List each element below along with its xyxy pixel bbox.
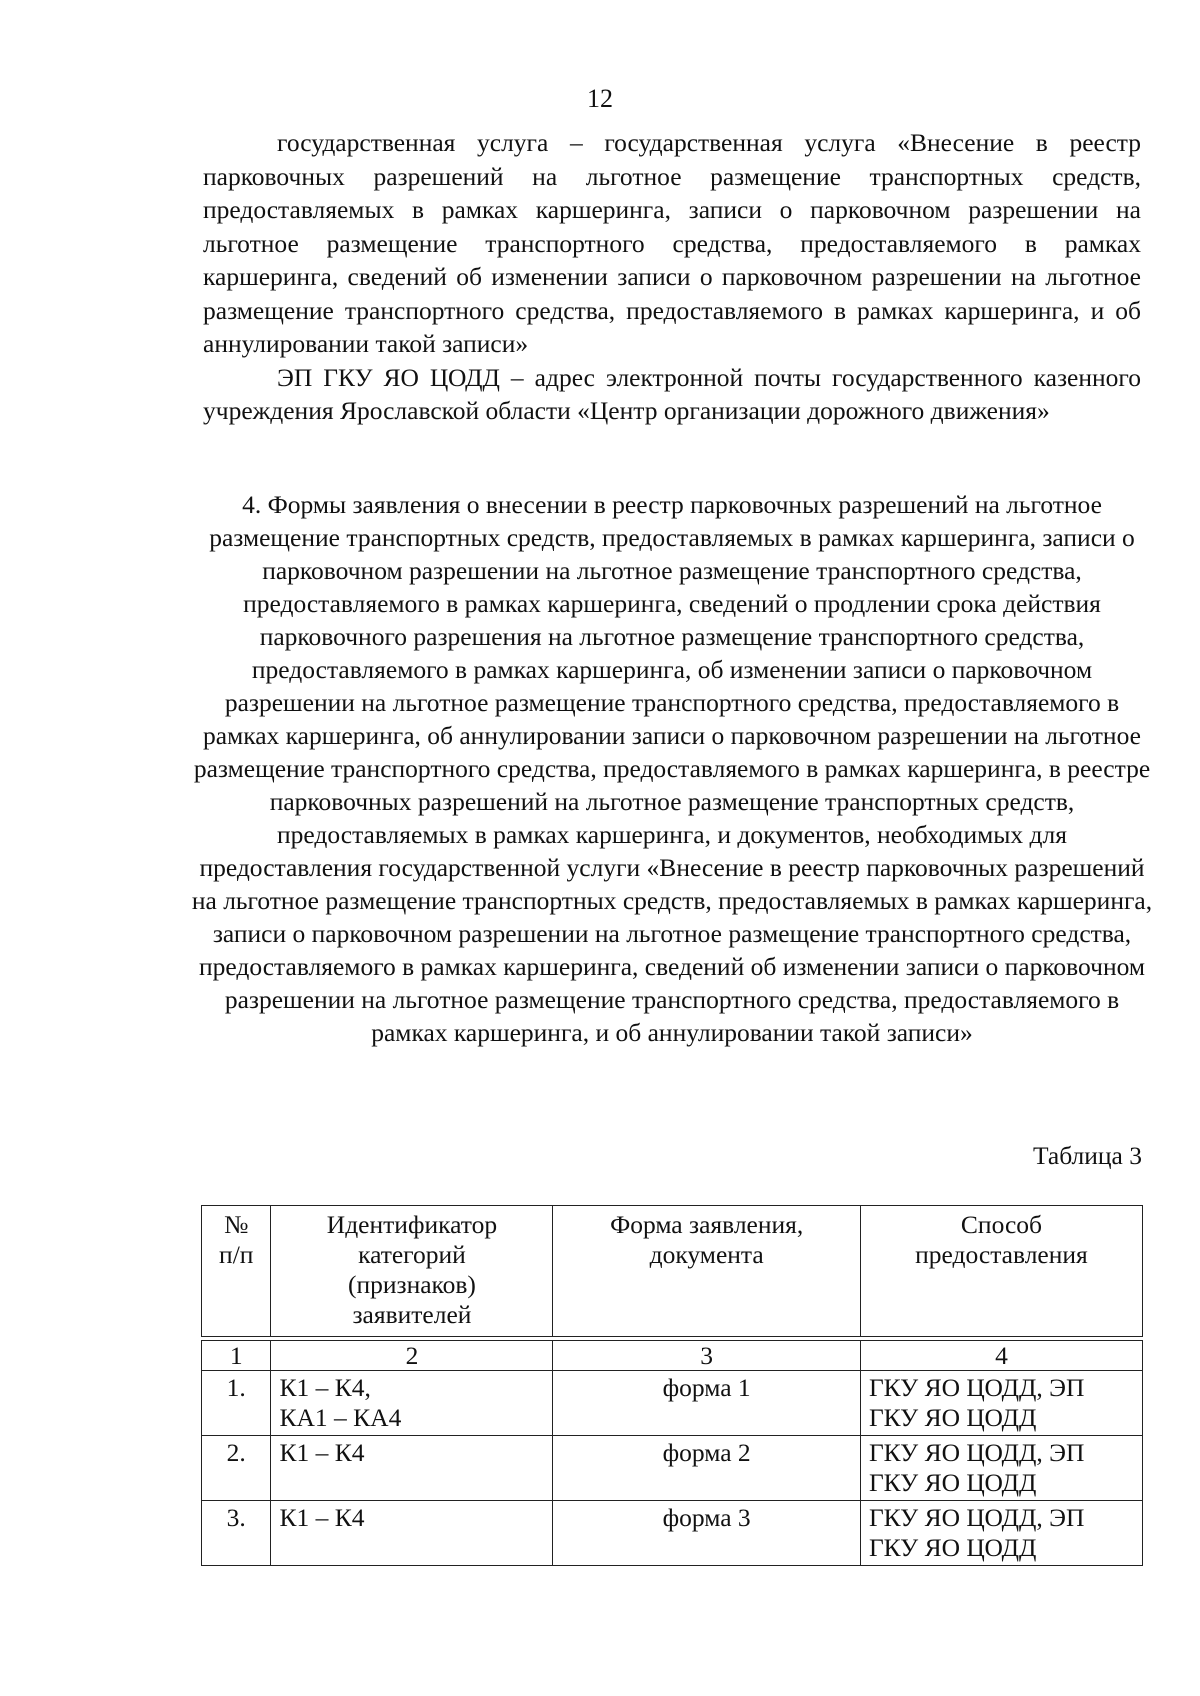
table-row — [202, 1501, 1143, 1566]
header-cell-identifier: Идентификатор категорий (признаков) заявителей — [271, 1206, 553, 1337]
column-number: 2 — [271, 1341, 553, 1371]
row-identifier: К1 – К4 — [271, 1501, 553, 1566]
column-number: 3 — [553, 1341, 861, 1371]
header-cell-number: № п/п — [202, 1206, 271, 1337]
row-method: ГКУ ЯО ЦОДД, ЭП ГКУ ЯО ЦОДД — [860, 1501, 1142, 1566]
header-cell-form: Форма заявления, документа — [553, 1206, 861, 1337]
definition-paragraph: государственная услуга – государственная услуга «Внесение в реестр парковочных разрешений на льготное размещение транспортных средств, предоставляемых в рамках каршеринга, записи о парковочном разрешении на льготное размещение транспортного средства, предоставляемого в рамках каршеринга, сведений об изменении записи о парковочном разрешении на льготное размещение транспортного средства, предоставляемого в рамках каршеринга, и об аннулировании такой записи» — [203, 128, 1141, 358]
definitions-block — [203, 126, 1141, 428]
row-form: форма 3 — [553, 1501, 861, 1566]
row-form: форма 2 — [553, 1436, 861, 1501]
row-index: 3. — [202, 1501, 271, 1566]
header-cell-method: Способ предоставления — [860, 1206, 1142, 1337]
row-index: 1. — [202, 1371, 271, 1436]
section-heading: 4. Формы заявления о внесении в реестр парковочных разрешений на льготное размещение транспортных средств, предоставляемых в рамках каршеринга, записи о парковочном разрешении на льготное размещение транспортного средства, предоставляемого в рамках каршеринга, сведений о продлении срока действия парковочного разрешения на льготное размещение транспортного средства, предоставляемого в рамках каршеринга, об изменении записи о парковочном разрешении на льготное размещение транспортного средства, предоставляемого в рамках каршеринга, об аннулировании записи о парковочном разрешении на льготное размещение транспортного средства, предоставляемого в рамках каршеринга, в реестре парковочных разрешений на льготное размещение транспортных средств, предоставляемых в рамках каршеринга, и документов, необходимых для предоставления государственной услуги «Внесение в реестр парковочных разрешений на льготное размещение транспортных средств, предоставляемых в рамках каршеринга, записи о парковочном разрешении на льготное размещение транспортного средства, предоставляемого в рамках каршеринга, сведений об изменении записи о парковочном разрешении на льготное размещение транспортного средства, предоставляемого в рамках каршеринга, и об аннулировании такой записи» — [191, 490, 1153, 1047]
row-method: ГКУ ЯО ЦОДД, ЭП ГКУ ЯО ЦОДД — [860, 1371, 1142, 1436]
column-numbers-row — [202, 1341, 1143, 1371]
column-number: 1 — [202, 1341, 271, 1371]
forms-table — [201, 1205, 1143, 1566]
page-number: 12 — [587, 84, 613, 113]
table-header-row — [202, 1206, 1143, 1337]
row-identifier: К1 – К4, КА1 – КА4 — [271, 1371, 553, 1436]
column-number: 4 — [860, 1341, 1142, 1371]
row-form: форма 1 — [553, 1371, 861, 1436]
row-method: ГКУ ЯО ЦОДД, ЭП ГКУ ЯО ЦОДД — [860, 1436, 1142, 1501]
table-row — [202, 1371, 1143, 1436]
table-caption: Таблица 3 — [1032, 1141, 1142, 1170]
row-identifier: К1 – К4 — [271, 1436, 553, 1501]
table-row — [202, 1436, 1143, 1501]
row-index: 2. — [202, 1436, 271, 1501]
definition-paragraph: ЭП ГКУ ЯО ЦОДД – адрес электронной почты государственного казенного учреждения Ярославской области «Центр организации дорожного движения» — [203, 362, 1141, 425]
